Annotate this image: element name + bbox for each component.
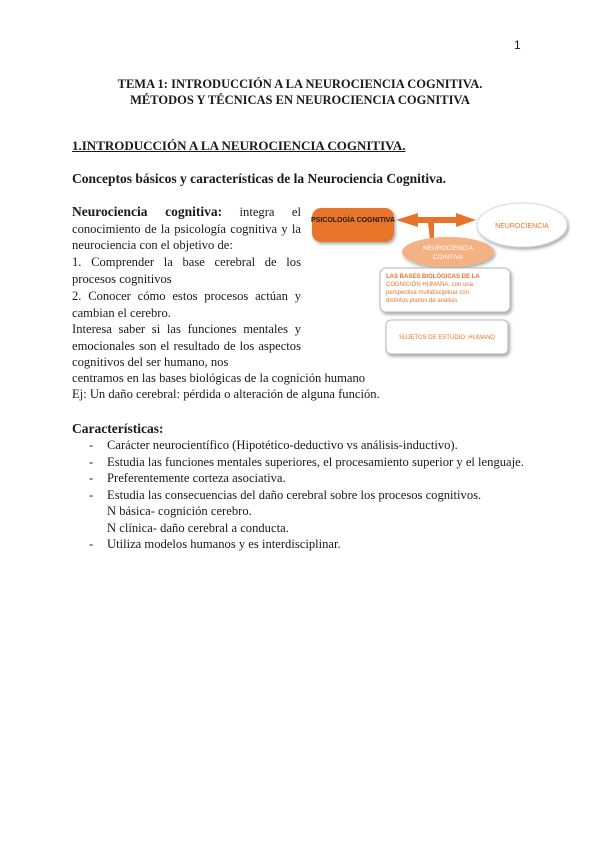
ellipse-neurociencia-label: NEUROCIENCIA bbox=[495, 223, 549, 230]
bases-line2: COGNICIÓN HUMANA, con una bbox=[386, 282, 474, 288]
list-dash: - bbox=[89, 487, 94, 502]
double-arrow bbox=[396, 213, 476, 240]
list-item bbox=[72, 536, 528, 553]
list-dash: - bbox=[89, 454, 94, 469]
neuro-cognitiva-line2: COINTIVA bbox=[432, 254, 464, 261]
box-psicologia bbox=[312, 208, 394, 242]
bases-line1: LAS BASES BIOLÓGICAS DE LA bbox=[386, 274, 480, 280]
page-title-line1: TEMA 1: INTRODUCCIÓN A LA NEUROCIENCIA COGNITIVA. bbox=[117, 77, 483, 91]
intro-paragraph bbox=[72, 204, 301, 254]
intro-item-2: 2. Conocer cómo estos procesos actúan y cambian el cerebro. bbox=[72, 289, 301, 320]
ellipse-neuro-cognitiva bbox=[402, 237, 494, 267]
page-title-line2: MÉTODOS Y TÉCNICAS EN NEUROCIENCIA COGNITIVA bbox=[130, 93, 470, 107]
list-item-text: Estudia las consecuencias del daño cerebral sobre los procesos cognitivos. bbox=[107, 487, 482, 502]
caracteristicas-heading: Características: bbox=[72, 421, 164, 436]
list-dash: - bbox=[89, 438, 94, 452]
intro-item-1: 1. Comprender la base cerebral de los procesos cognitivos bbox=[72, 255, 301, 286]
intro-text: integra el conocimiento de la psicología cognitiva y la neurociencia con el objetivo de: bbox=[72, 205, 301, 252]
sub-item: N básica- cognición cerebro. bbox=[107, 504, 252, 518]
intro-interest: Interesa saber si las funciones mentales y emocionales son el resultado de los aspectos cognitivos del ser humano, nos bbox=[72, 322, 301, 369]
concept-diagram-svg bbox=[300, 200, 570, 380]
list-item bbox=[72, 487, 528, 504]
list-item-text: Estudia las funciones mentales superiores, el procesamiento superior y el lenguaje. bbox=[107, 454, 524, 469]
list-item bbox=[72, 437, 528, 454]
intro-example: Ej: Un daño cerebral: pérdida o alteración de alguna función. bbox=[72, 387, 380, 401]
concept-diagram bbox=[300, 200, 570, 380]
list-dash: - bbox=[89, 537, 94, 551]
sujetos-label: SUJETOS DE ESTUDIO: HUMANO bbox=[399, 335, 495, 341]
list-item-text: Carácter neurocientífico (Hipotético-deductivo vs análisis-inductivo). bbox=[107, 438, 458, 452]
list-item-text: Utiliza modelos humanos y es interdisciplinar. bbox=[107, 537, 341, 551]
neuro-cognitiva-line1: NEUROCIENCIA bbox=[423, 245, 473, 252]
bases-line3: perspectiva multidisciplinar con bbox=[386, 290, 470, 296]
list-item bbox=[72, 470, 528, 487]
list-item-text: Preferentemente corteza asociativa. bbox=[107, 471, 286, 485]
bases-line4: distintos planos de análisis bbox=[386, 298, 458, 304]
intro-term: Neurociencia cognitiva: bbox=[72, 204, 223, 219]
section-heading: 1.INTRODUCCIÓN A LA NEUROCIENCIA COGNITIVA. bbox=[72, 138, 406, 153]
sub-item: N clínica- daño cerebral a conducta. bbox=[107, 520, 289, 535]
intro-interest-cont: centramos en las bases biológicas de la cognición humano bbox=[72, 371, 366, 385]
caracteristicas-list bbox=[72, 437, 528, 553]
concepts-heading: Conceptos básicos y características de la Neurociencia Cognitiva. bbox=[72, 171, 446, 186]
page-number: 1 bbox=[514, 38, 521, 52]
list-dash: - bbox=[89, 471, 94, 485]
box-psicologia-label: PSICOLOGÍA COGNITIVA bbox=[310, 217, 396, 224]
list-item bbox=[72, 454, 528, 471]
